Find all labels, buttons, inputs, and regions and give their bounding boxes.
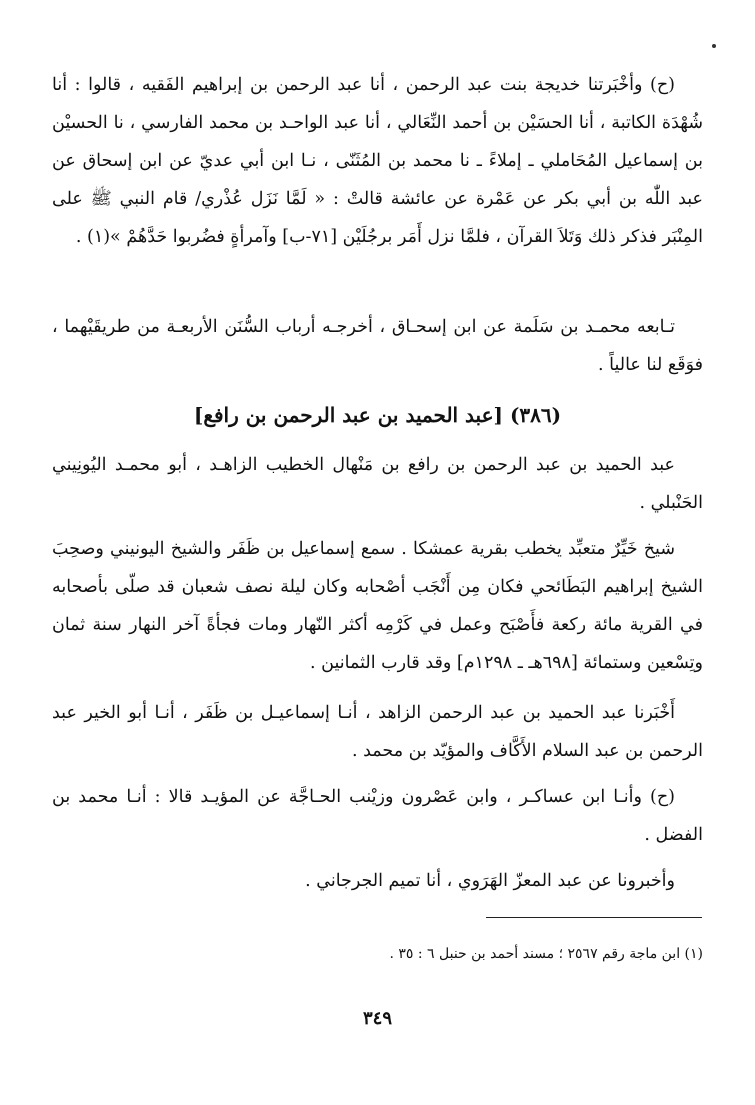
biography-paragraph (52, 530, 703, 682)
paragraph-text: وأخبرونا عن عبد المعزّ الهَرَوي ، أنا تميم الجرجاني . (305, 871, 675, 891)
hadith-paragraph-1 (52, 66, 703, 256)
paragraph-text: عبد الحميد بن عبد الرحمن بن رافع بن مَنْهال الخطيب الزاهـد ، أبو محمـد اليُونِيني الحَنْبلي . (52, 455, 703, 513)
isnad-paragraph-1 (52, 694, 703, 770)
hadith-paragraph-2 (52, 308, 703, 384)
isnad-paragraph-2 (52, 778, 703, 854)
page-number: ٣٤٩ (362, 1008, 392, 1029)
paragraph-text: أَخْبَرنا عبد الحميد بن عبد الرحمن الزاهد ، أنـا إسماعيـل بن ظَفَر ، أنـا أبو الخير عبد الرحمن بن عبد السلام الأَكَّاف والمؤيّد بن محمد . (52, 703, 703, 761)
paragraph-text: (ح) وأنـا ابن عساكـر ، وابن عَصْرون وزيْنب الحـاجَّة عن المؤيـد قالا : أنـا محمد بن الفضل . (52, 787, 703, 845)
footnote: (١) ابن ماجة رقم ٢٥٦٧ ؛ مسند أحمد بن حنبل ٦ : ٣٥ . (389, 946, 703, 962)
paragraph-text: شيخ خَيِّرٌ متعبِّد يخطب بقرية عمشكا . سمع إسماعيل بن ظَفَر والشيخ اليونيني وصحِبَ الشيخ إبراهيم البَطَائحي فكان مِن أَنْجَب أصْحابه وكان ليلة نصف شعبان قد صلّى بأصحابه في القرية مائة ركعة فأَصْبَح وعمل في كَرْمِه أكثر النّهار ومات فجأةً آخر النهار سنة ثمان وتِسْعين وستمائة [٦٩٨هـ ـ ١٢٩٨م] وقد قارب الثمانين . (52, 539, 703, 673)
paragraph-text: (ح) وأخْبَرتنا خديجة بنت عبد الرحمن ، أنا عبد الرحمن بن إبراهيم الفَقيه ، قالوا : أنا شُهْدَة الكاتبة ، أنا الحسَيْن بن أحمد النِّعَالي ، أنا عبد الواحـد بن محمد الفارسي ، نا الحسيْن بن إسماعيل المُحَاملي ـ إملاءً ـ نا محمد بن المُثَنّى ، نـا ابن أبي عديّ عن ابن إسحاق عن عبد اللّٰه بن أبي بكر عن عَمْرة عن عائشة قالتْ : « لَمَّا نَزَل عُذْري/ قام النبي ﷺ على المِنْبَر فذكر ذلك وَتَلاَ القرآن ، فلمَّا نزل أَمَر برجُلَيْن [٧١-ب] وآمرأةٍ فضُربوا حَدَّهُمْ »(١) . (52, 75, 703, 247)
isnad-paragraph-3 (52, 862, 703, 900)
paragraph-text: تـابعه محمـد بن سَلَمة عن ابن إسحـاق ، أخرجـه أرباب السُّنَن الأربعـة من طريقَيْهما ، فوَقَع لنا عالياً . (52, 317, 703, 375)
entry-heading: (٣٨٦) [عبد الحميد بن عبد الرحمن بن رافع] (193, 403, 562, 427)
margin-mark (712, 44, 716, 48)
footnote-divider (486, 917, 702, 918)
biography-name-paragraph (52, 446, 703, 522)
